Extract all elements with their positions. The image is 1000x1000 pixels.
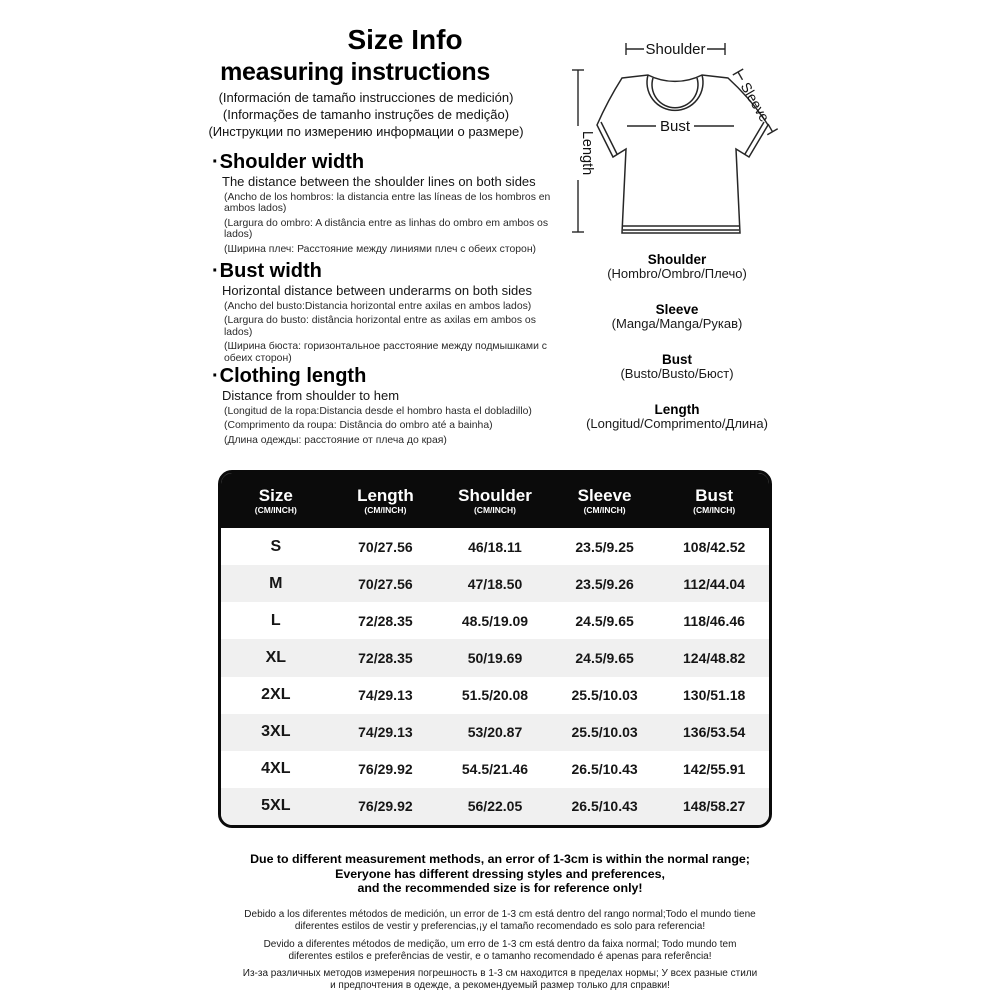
disclaimer-en-line: and the recommended size is for reference only! bbox=[357, 881, 643, 896]
page-title: Size Info bbox=[347, 24, 463, 55]
bullet-dot: · bbox=[212, 151, 219, 173]
section-heading-text: Shoulder width bbox=[219, 151, 365, 173]
measure-legend bbox=[560, 252, 794, 452]
cell-size: M bbox=[269, 574, 283, 592]
disclaimer-ru bbox=[0, 968, 1000, 991]
column-unit: (CM/INCH) bbox=[693, 504, 736, 515]
table-row bbox=[221, 528, 769, 565]
cell-size: L bbox=[270, 611, 281, 629]
section-heading bbox=[212, 366, 558, 386]
disclaimer-es-line: Debido a los diferentes métodos de medición, un error de 1-3 cm está dentro del rango normal;Todo el mundo tiene bbox=[244, 909, 756, 920]
subtitle-translation-es: (Información de tamaño instrucciones de medición) bbox=[218, 90, 514, 105]
cell-bust: 124/48.82 bbox=[683, 649, 746, 666]
section-translation-ru: (Ширина плеч: Расстояние между линиями плеч с обеих сторон) bbox=[224, 243, 537, 255]
table-row bbox=[221, 639, 769, 676]
cell-size: 5XL bbox=[261, 797, 291, 815]
bullet-dot: · bbox=[212, 365, 219, 387]
page-subtitle: measuring instructions bbox=[220, 58, 490, 86]
cell-sleeve: 24.5/9.65 bbox=[575, 612, 634, 629]
column-unit: (CM/INCH) bbox=[473, 504, 516, 515]
legend-translation: (Longitud/Comprimento/Длина) bbox=[586, 416, 768, 431]
cell-size: 2XL bbox=[261, 686, 291, 704]
section-heading-text: Bust width bbox=[219, 260, 322, 282]
table-row bbox=[221, 565, 769, 602]
cell-length: 70/27.56 bbox=[358, 575, 413, 592]
subtitle-translations bbox=[116, 89, 616, 140]
disclaimer-ru-line: Из-за различных методов измерения погрешность в 1-3 см находится в пределах нормы; У всех разные стили bbox=[242, 968, 758, 979]
column-header-sleeve bbox=[550, 487, 660, 515]
disclaimer-en-line: Everyone has different dressing styles and preferences, bbox=[335, 866, 665, 881]
disclaimer-pt-line: Devido a diferentes métodos de medição, um erro de 1-3 cm está dentro da faixa normal; Todo mundo tem bbox=[263, 939, 737, 950]
table-row bbox=[221, 751, 769, 788]
section-description: Horizontal distance between underarms on both sides bbox=[222, 283, 533, 298]
disclaimer-en-line: Due to different measurement methods, an error of 1-3cm is within the normal range; bbox=[250, 852, 750, 866]
subtitle-translation-ru: (Инструкции по измерению информации о размере) bbox=[208, 124, 524, 139]
cell-bust: 148/58.27 bbox=[683, 798, 746, 815]
diagram-sleeve-label: Sleeve bbox=[737, 79, 773, 125]
cell-shoulder: 51.5/20.08 bbox=[461, 687, 529, 704]
section-heading bbox=[212, 152, 558, 172]
cell-size: 4XL bbox=[261, 760, 291, 778]
section-heading-text: Clothing length bbox=[219, 365, 367, 387]
section-translation-es: (Ancho del busto:Distancia horizontal entre axilas en ambos lados) bbox=[224, 301, 532, 312]
cell-shoulder: 53/20.87 bbox=[467, 724, 523, 741]
tshirt-measure-diagram bbox=[560, 38, 795, 243]
bullet-dot: · bbox=[212, 260, 219, 282]
disclaimer-pt bbox=[0, 939, 1000, 962]
cell-bust: 108/42.52 bbox=[683, 538, 746, 555]
cell-shoulder: 50/19.69 bbox=[467, 649, 523, 666]
diagram-shoulder-label: Shoulder bbox=[645, 41, 706, 58]
legend-name: Sleeve bbox=[655, 302, 699, 317]
section-translation-es: (Longitud de la ropa:Distancia desde el hombro hasta el dobladillo) bbox=[224, 406, 532, 417]
disclaimer-en bbox=[0, 852, 1000, 896]
legend-item-bust bbox=[560, 352, 794, 381]
diagram-bust-label: Bust bbox=[659, 118, 691, 135]
cell-bust: 136/53.54 bbox=[683, 724, 746, 741]
cell-size: S bbox=[270, 537, 282, 555]
section-translation-pt: (Comprimento da roupa: Distância do ombro até a bainha) bbox=[224, 420, 493, 432]
cell-shoulder: 54.5/21.46 bbox=[461, 761, 529, 778]
legend-name: Shoulder bbox=[647, 252, 707, 267]
cell-shoulder: 48.5/19.09 bbox=[461, 612, 529, 629]
disclaimer-es-line: diferentes estilos de vestir y preferencias,¡y el tamaño recomendado es solo para referencia! bbox=[294, 920, 706, 932]
column-label: Sleeve bbox=[577, 485, 632, 505]
disclaimer-pt-line: diferentes estilos e preferências de vestir, e o tamanho recomendado é apenas para referência! bbox=[288, 950, 712, 962]
cell-sleeve: 24.5/9.65 bbox=[575, 649, 634, 666]
cell-size: XL bbox=[265, 648, 287, 666]
diagram-length-label: Length bbox=[579, 130, 595, 176]
cell-size: 3XL bbox=[261, 723, 291, 741]
cell-shoulder: 56/22.05 bbox=[467, 798, 523, 815]
cell-length: 74/29.13 bbox=[358, 687, 413, 704]
section-shoulder-width bbox=[212, 152, 558, 255]
sleeve-measure-line bbox=[731, 68, 779, 136]
cell-sleeve: 23.5/9.26 bbox=[575, 575, 634, 592]
section-translation-pt: (Largura do ombro: A distância entre as linhas do ombro em ambos os lados) bbox=[224, 217, 549, 241]
size-table bbox=[218, 470, 772, 828]
cell-length: 74/29.13 bbox=[358, 724, 413, 741]
column-unit: (CM/INCH) bbox=[364, 504, 407, 515]
cell-bust: 142/55.91 bbox=[683, 761, 746, 778]
legend-item-shoulder bbox=[560, 252, 794, 281]
cell-length: 70/27.56 bbox=[358, 538, 413, 555]
size-table-header bbox=[221, 473, 769, 528]
section-translation-ru: (Длина одежды: расстояние от плеча до края) bbox=[224, 434, 447, 446]
column-unit: (CM/INCH) bbox=[254, 504, 297, 515]
section-translation-es: (Ancho de los hombros: la distancia entre las líneas de los hombros en ambos lados) bbox=[224, 192, 551, 215]
cell-sleeve: 26.5/10.43 bbox=[571, 798, 638, 815]
cell-shoulder: 46/18.11 bbox=[468, 538, 522, 555]
disclaimer-ru-line: и предпочтения в одежде, а рекомендуемый размер только для справки! bbox=[330, 979, 670, 991]
cell-sleeve: 26.5/10.43 bbox=[571, 761, 638, 778]
cell-bust: 130/51.18 bbox=[683, 687, 746, 704]
legend-translation: (Manga/Manga/Рукав) bbox=[611, 316, 743, 331]
table-row bbox=[221, 788, 769, 825]
section-clothing-length bbox=[212, 366, 558, 446]
section-translation-ru: (Ширина бюста: горизонтальное расстояние между подмышками с обеих сторон) bbox=[224, 341, 547, 364]
section-description: The distance between the shoulder lines on both sides bbox=[222, 174, 536, 189]
subtitle-translation-pt: (Informações de tamanho instruções de medição) bbox=[222, 107, 510, 122]
legend-translation: (Busto/Busto/Бюст) bbox=[620, 366, 734, 381]
cell-length: 76/29.92 bbox=[358, 761, 413, 778]
tshirt-outline bbox=[597, 75, 768, 233]
legend-name: Bust bbox=[662, 352, 692, 367]
column-header-shoulder bbox=[440, 487, 550, 515]
legend-item-length bbox=[560, 402, 794, 431]
cell-sleeve: 25.5/10.03 bbox=[571, 687, 638, 704]
table-row bbox=[221, 714, 769, 751]
column-header-bust bbox=[659, 487, 769, 515]
column-label: Length bbox=[357, 485, 414, 505]
cell-sleeve: 25.5/10.03 bbox=[571, 724, 638, 741]
cell-shoulder: 47/18.50 bbox=[467, 575, 523, 592]
column-header-size bbox=[221, 487, 331, 515]
column-label: Shoulder bbox=[458, 485, 532, 505]
legend-name: Length bbox=[654, 402, 700, 417]
section-heading bbox=[212, 261, 558, 281]
column-header-length bbox=[331, 487, 441, 515]
legend-item-sleeve bbox=[560, 302, 794, 331]
column-unit: (CM/INCH) bbox=[583, 504, 626, 515]
cell-sleeve: 23.5/9.25 bbox=[575, 538, 634, 555]
legend-translation: (Hombro/Ombro/Плечо) bbox=[607, 266, 747, 281]
cell-length: 72/28.35 bbox=[358, 649, 413, 666]
table-row bbox=[221, 677, 769, 714]
cell-length: 72/28.35 bbox=[358, 612, 413, 629]
cell-bust: 112/44.04 bbox=[683, 575, 745, 592]
disclaimer-es bbox=[0, 909, 1000, 932]
column-label: Bust bbox=[695, 485, 734, 505]
cell-bust: 118/46.46 bbox=[683, 612, 745, 629]
section-bust-width bbox=[212, 261, 558, 364]
column-label: Size bbox=[258, 485, 293, 505]
table-row bbox=[221, 602, 769, 639]
cell-length: 76/29.92 bbox=[358, 798, 413, 815]
section-translation-pt: (Largura do busto: distância horizontal entre as axilas em ambos os lados) bbox=[224, 315, 536, 338]
section-description: Distance from shoulder to hem bbox=[222, 388, 400, 403]
size-table-body bbox=[221, 528, 769, 825]
